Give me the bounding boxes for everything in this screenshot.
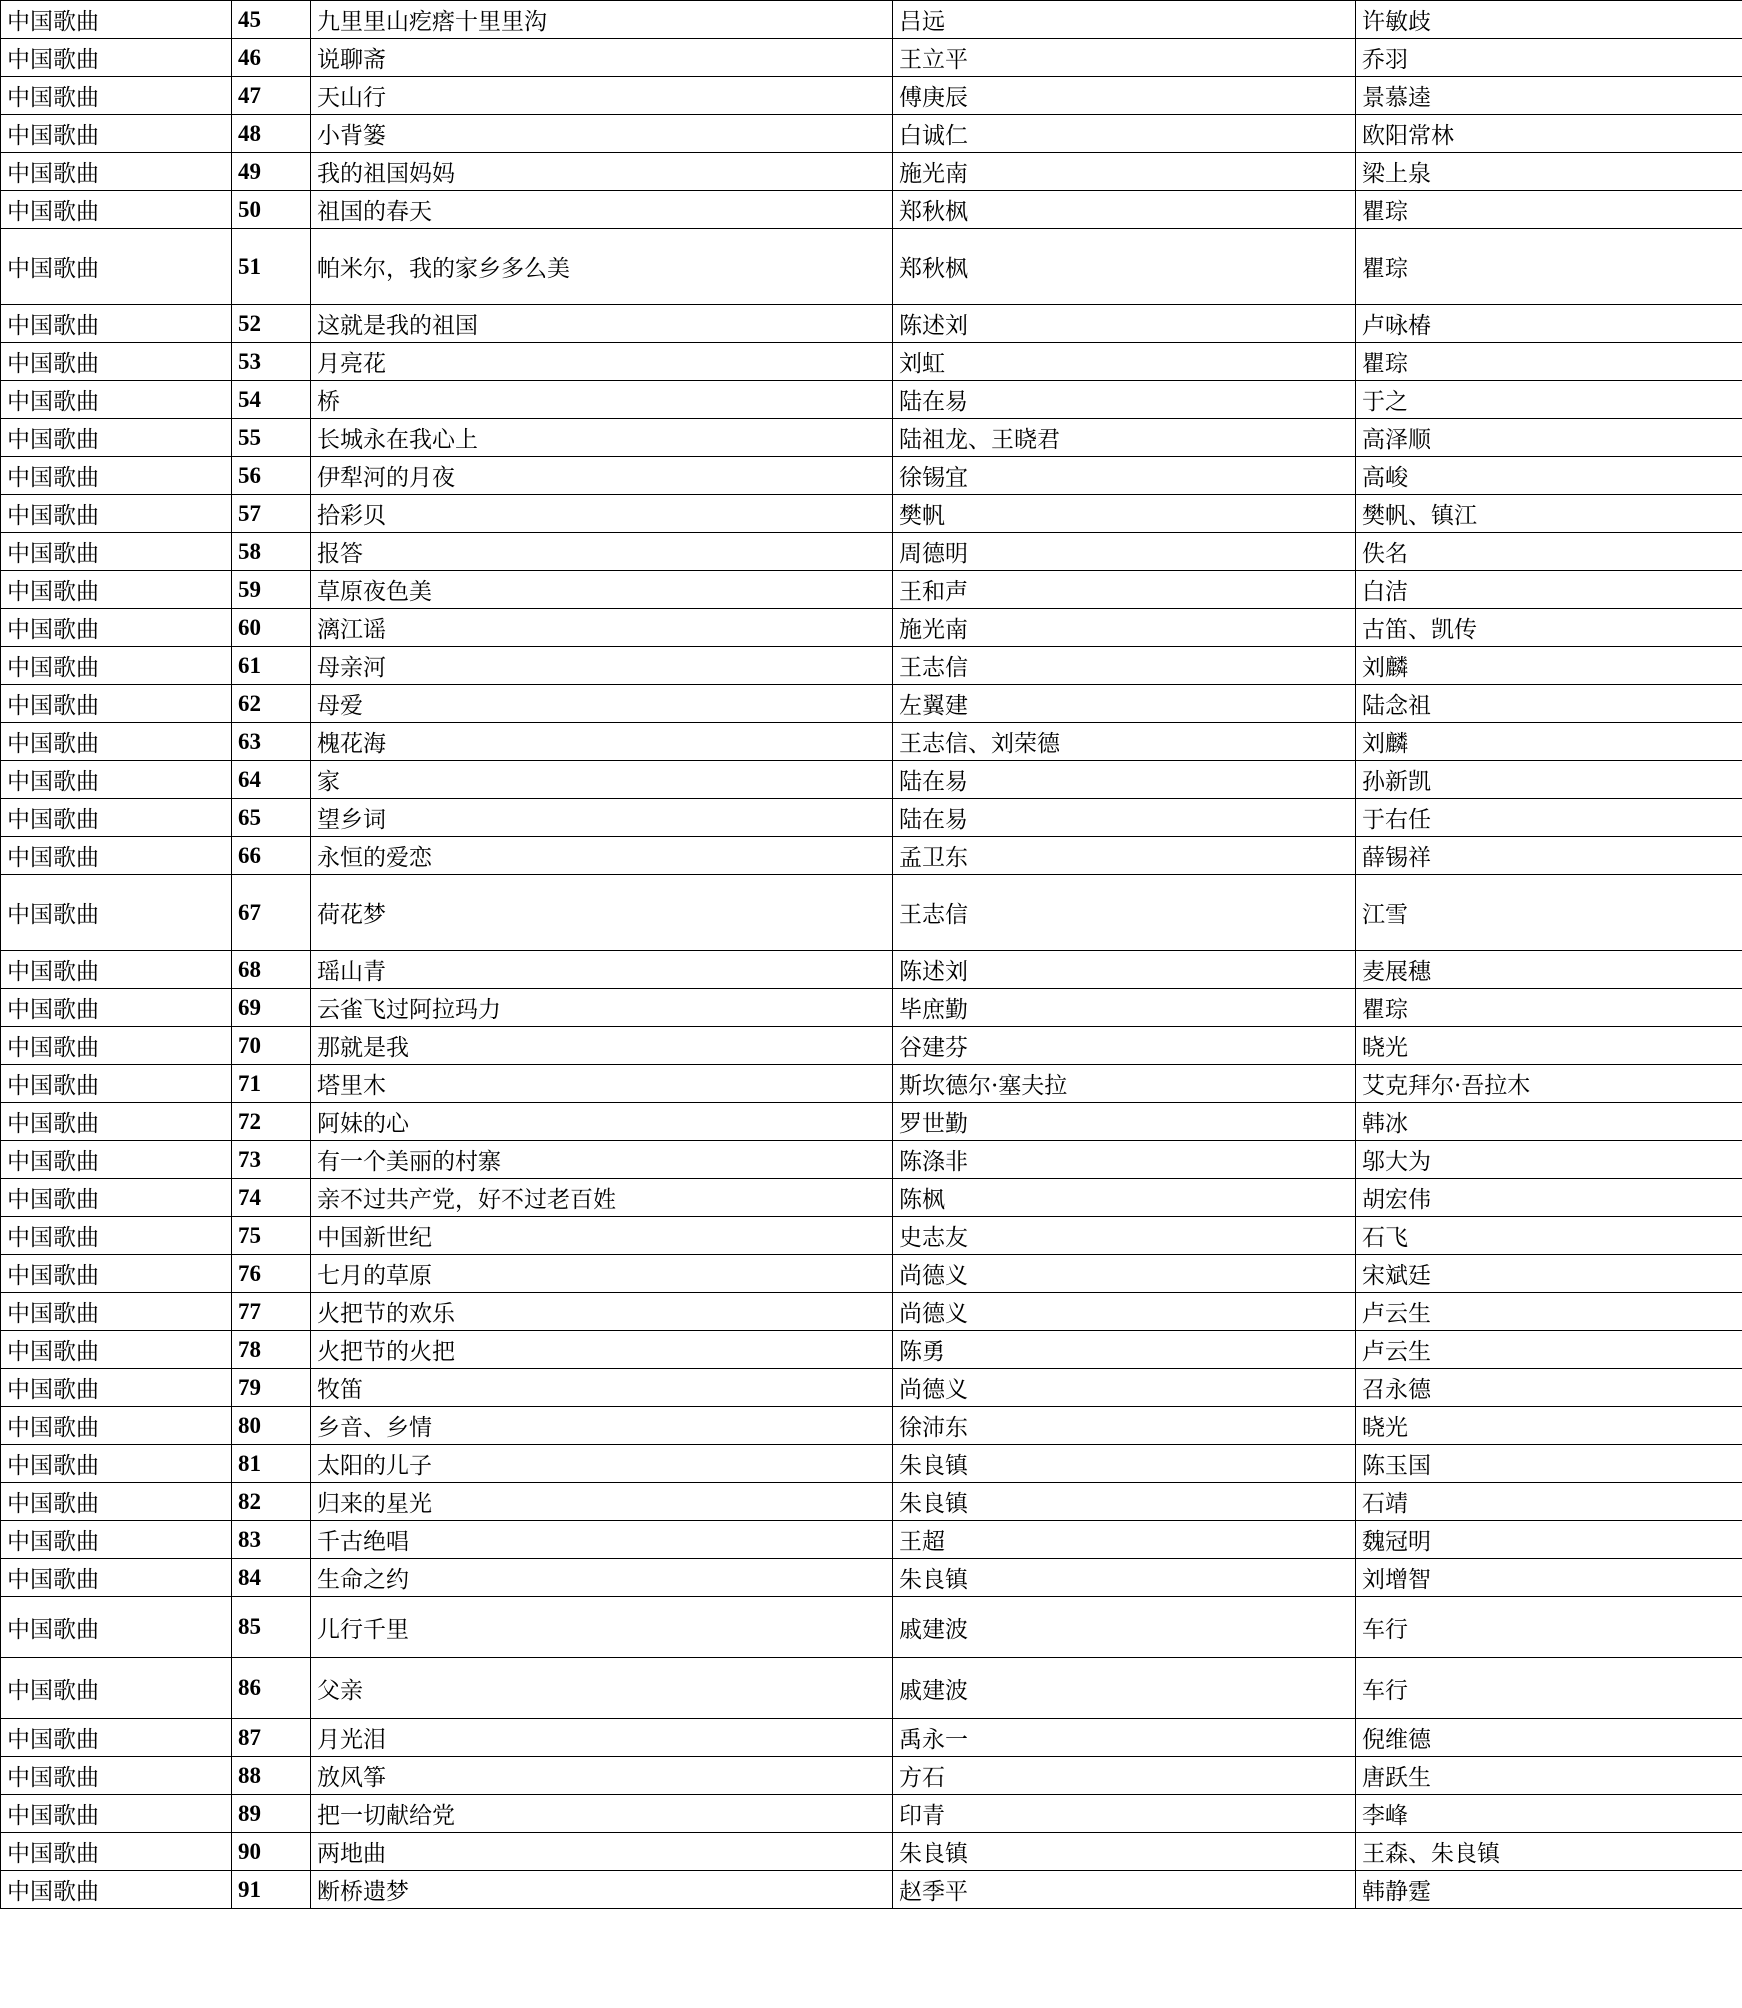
- song-title-cell: 家: [311, 761, 893, 799]
- category-cell: 中国歌曲: [1, 609, 232, 647]
- song-title-cell: 我的祖国妈妈: [311, 153, 893, 191]
- category-cell: 中国歌曲: [1, 1369, 232, 1407]
- category-cell: 中国歌曲: [1, 1, 232, 39]
- composer-cell: 薛锡祥: [1356, 837, 1742, 875]
- category-cell: 中国歌曲: [1, 1521, 232, 1559]
- lyricist-cell: 周德明: [893, 533, 1356, 571]
- song-title-cell: 那就是我: [311, 1027, 893, 1065]
- song-number-cell: 67: [232, 875, 311, 951]
- lyricist-cell: 朱良镇: [893, 1559, 1356, 1597]
- lyricist-cell: 王志信: [893, 875, 1356, 951]
- song-number-cell: 72: [232, 1103, 311, 1141]
- song-title-cell: 祖国的春天: [311, 191, 893, 229]
- composer-cell: 刘麟: [1356, 647, 1742, 685]
- song-title-cell: 云雀飞过阿拉玛力: [311, 989, 893, 1027]
- song-title-cell: 母爱: [311, 685, 893, 723]
- table-row: [1, 799, 1742, 837]
- category-cell: 中国歌曲: [1, 39, 232, 77]
- table-row: [1, 229, 1742, 305]
- song-title-cell: 拾彩贝: [311, 495, 893, 533]
- composer-cell: 麦展穗: [1356, 951, 1742, 989]
- category-cell: 中国歌曲: [1, 1597, 232, 1658]
- table-row: [1, 571, 1742, 609]
- table-row: [1, 495, 1742, 533]
- lyricist-cell: 傅庚辰: [893, 77, 1356, 115]
- lyricist-cell: 陈枫: [893, 1179, 1356, 1217]
- song-number-cell: 75: [232, 1217, 311, 1255]
- category-cell: 中国歌曲: [1, 1331, 232, 1369]
- composer-cell: 韩冰: [1356, 1103, 1742, 1141]
- composer-cell: 欧阳常林: [1356, 115, 1742, 153]
- table-row: [1, 1103, 1742, 1141]
- category-cell: 中国歌曲: [1, 951, 232, 989]
- lyricist-cell: 王立平: [893, 39, 1356, 77]
- song-title-cell: 天山行: [311, 77, 893, 115]
- song-number-cell: 90: [232, 1833, 311, 1871]
- composer-cell: 胡宏伟: [1356, 1179, 1742, 1217]
- composer-cell: 孙新凯: [1356, 761, 1742, 799]
- song-number-cell: 49: [232, 153, 311, 191]
- song-title-cell: 火把节的火把: [311, 1331, 893, 1369]
- table-row: [1, 1833, 1742, 1871]
- song-number-cell: 87: [232, 1719, 311, 1757]
- table-row: [1, 1331, 1742, 1369]
- song-title-cell: 火把节的欢乐: [311, 1293, 893, 1331]
- table-row: [1, 1445, 1742, 1483]
- song-number-cell: 59: [232, 571, 311, 609]
- lyricist-cell: 陈述刘: [893, 305, 1356, 343]
- category-cell: 中国歌曲: [1, 1833, 232, 1871]
- lyricist-cell: 尚德义: [893, 1293, 1356, 1331]
- song-number-cell: 58: [232, 533, 311, 571]
- composer-cell: 卢云生: [1356, 1331, 1742, 1369]
- lyricist-cell: 樊帆: [893, 495, 1356, 533]
- song-number-cell: 91: [232, 1871, 311, 1909]
- table-row: [1, 191, 1742, 229]
- composer-cell: 李峰: [1356, 1795, 1742, 1833]
- composer-cell: 樊帆、镇江: [1356, 495, 1742, 533]
- table-row: [1, 723, 1742, 761]
- lyricist-cell: 王志信: [893, 647, 1356, 685]
- lyricist-cell: 禹永一: [893, 1719, 1356, 1757]
- song-number-cell: 60: [232, 609, 311, 647]
- composer-cell: 古笛、凯传: [1356, 609, 1742, 647]
- category-cell: 中国歌曲: [1, 1217, 232, 1255]
- category-cell: 中国歌曲: [1, 837, 232, 875]
- category-cell: 中国歌曲: [1, 723, 232, 761]
- composer-cell: 江雪: [1356, 875, 1742, 951]
- song-number-cell: 76: [232, 1255, 311, 1293]
- table-row: [1, 1658, 1742, 1719]
- composer-cell: 刘麟: [1356, 723, 1742, 761]
- category-cell: 中国歌曲: [1, 191, 232, 229]
- composer-cell: 许敏歧: [1356, 1, 1742, 39]
- song-number-cell: 70: [232, 1027, 311, 1065]
- table-row: [1, 875, 1742, 951]
- song-number-cell: 68: [232, 951, 311, 989]
- table-row: [1, 533, 1742, 571]
- table-row: [1, 1, 1742, 39]
- lyricist-cell: 左翼建: [893, 685, 1356, 723]
- song-number-cell: 53: [232, 343, 311, 381]
- song-number-cell: 65: [232, 799, 311, 837]
- lyricist-cell: 王超: [893, 1521, 1356, 1559]
- category-cell: 中国歌曲: [1, 1483, 232, 1521]
- song-number-cell: 88: [232, 1757, 311, 1795]
- song-number-cell: 78: [232, 1331, 311, 1369]
- composer-cell: 瞿琮: [1356, 229, 1742, 305]
- table-row: [1, 153, 1742, 191]
- song-number-cell: 77: [232, 1293, 311, 1331]
- song-title-cell: 有一个美丽的村寨: [311, 1141, 893, 1179]
- lyricist-cell: 戚建波: [893, 1658, 1356, 1719]
- table-row: [1, 1795, 1742, 1833]
- lyricist-cell: 白诚仁: [893, 115, 1356, 153]
- table-row: [1, 1871, 1742, 1909]
- category-cell: 中国歌曲: [1, 153, 232, 191]
- song-title-cell: 中国新世纪: [311, 1217, 893, 1255]
- song-title-cell: 牧笛: [311, 1369, 893, 1407]
- category-cell: 中国歌曲: [1, 1407, 232, 1445]
- song-number-cell: 54: [232, 381, 311, 419]
- lyricist-cell: 陆在易: [893, 799, 1356, 837]
- lyricist-cell: 陆在易: [893, 761, 1356, 799]
- category-cell: 中国歌曲: [1, 77, 232, 115]
- song-title-cell: 儿行千里: [311, 1597, 893, 1658]
- lyricist-cell: 郑秋枫: [893, 229, 1356, 305]
- category-cell: 中国歌曲: [1, 305, 232, 343]
- table-row: [1, 1559, 1742, 1597]
- lyricist-cell: 尚德义: [893, 1369, 1356, 1407]
- lyricist-cell: 戚建波: [893, 1597, 1356, 1658]
- lyricist-cell: 赵季平: [893, 1871, 1356, 1909]
- composer-cell: 石靖: [1356, 1483, 1742, 1521]
- composer-cell: 车行: [1356, 1658, 1742, 1719]
- song-title-cell: 瑶山青: [311, 951, 893, 989]
- category-cell: 中国歌曲: [1, 761, 232, 799]
- category-cell: 中国歌曲: [1, 1757, 232, 1795]
- lyricist-cell: 刘虹: [893, 343, 1356, 381]
- song-number-cell: 80: [232, 1407, 311, 1445]
- category-cell: 中国歌曲: [1, 1255, 232, 1293]
- song-title-cell: 母亲河: [311, 647, 893, 685]
- song-number-cell: 69: [232, 989, 311, 1027]
- song-title-cell: 望乡词: [311, 799, 893, 837]
- lyricist-cell: 郑秋枫: [893, 191, 1356, 229]
- table-row: [1, 1179, 1742, 1217]
- category-cell: 中国歌曲: [1, 419, 232, 457]
- category-cell: 中国歌曲: [1, 875, 232, 951]
- composer-cell: 韩静霆: [1356, 1871, 1742, 1909]
- song-title-cell: 伊犁河的月夜: [311, 457, 893, 495]
- song-number-cell: 50: [232, 191, 311, 229]
- song-number-cell: 57: [232, 495, 311, 533]
- table-row: [1, 685, 1742, 723]
- song-number-cell: 82: [232, 1483, 311, 1521]
- lyricist-cell: 陆祖龙、王晓君: [893, 419, 1356, 457]
- lyricist-cell: 陈述刘: [893, 951, 1356, 989]
- composer-cell: 晓光: [1356, 1407, 1742, 1445]
- song-title-cell: 太阳的儿子: [311, 1445, 893, 1483]
- song-title-cell: 报答: [311, 533, 893, 571]
- song-title-cell: 说聊斋: [311, 39, 893, 77]
- table-row: [1, 837, 1742, 875]
- category-cell: 中国歌曲: [1, 989, 232, 1027]
- table-row: [1, 1521, 1742, 1559]
- table-row: [1, 1369, 1742, 1407]
- composer-cell: 高峻: [1356, 457, 1742, 495]
- table-row: [1, 1217, 1742, 1255]
- composer-cell: 石飞: [1356, 1217, 1742, 1255]
- table-row: [1, 39, 1742, 77]
- composer-cell: 于之: [1356, 381, 1742, 419]
- lyricist-cell: 斯坎德尔·塞夫拉: [893, 1065, 1356, 1103]
- song-table-body: [1, 1, 1742, 1909]
- composer-cell: 佚名: [1356, 533, 1742, 571]
- table-row: [1, 1719, 1742, 1757]
- table-row: [1, 761, 1742, 799]
- song-number-cell: 71: [232, 1065, 311, 1103]
- composer-cell: 召永德: [1356, 1369, 1742, 1407]
- category-cell: 中国歌曲: [1, 115, 232, 153]
- table-row: [1, 1141, 1742, 1179]
- lyricist-cell: 陈勇: [893, 1331, 1356, 1369]
- category-cell: 中国歌曲: [1, 1658, 232, 1719]
- song-title-cell: 这就是我的祖国: [311, 305, 893, 343]
- composer-cell: 刘增智: [1356, 1559, 1742, 1597]
- category-cell: 中国歌曲: [1, 1559, 232, 1597]
- lyricist-cell: 朱良镇: [893, 1445, 1356, 1483]
- composer-cell: 高泽顺: [1356, 419, 1742, 457]
- song-title-cell: 生命之约: [311, 1559, 893, 1597]
- song-number-cell: 45: [232, 1, 311, 39]
- song-number-cell: 64: [232, 761, 311, 799]
- table-row: [1, 609, 1742, 647]
- song-number-cell: 47: [232, 77, 311, 115]
- composer-cell: 陈玉国: [1356, 1445, 1742, 1483]
- table-row: [1, 1255, 1742, 1293]
- song-title-cell: 小背篓: [311, 115, 893, 153]
- composer-cell: 瞿琮: [1356, 191, 1742, 229]
- song-title-cell: 桥: [311, 381, 893, 419]
- song-number-cell: 86: [232, 1658, 311, 1719]
- table-row: [1, 1407, 1742, 1445]
- song-title-cell: 千古绝唱: [311, 1521, 893, 1559]
- category-cell: 中国歌曲: [1, 647, 232, 685]
- category-cell: 中国歌曲: [1, 381, 232, 419]
- song-title-cell: 断桥遗梦: [311, 1871, 893, 1909]
- table-row: [1, 381, 1742, 419]
- song-title-cell: 月光泪: [311, 1719, 893, 1757]
- song-title-cell: 乡音、乡情: [311, 1407, 893, 1445]
- song-number-cell: 73: [232, 1141, 311, 1179]
- lyricist-cell: 施光南: [893, 153, 1356, 191]
- composer-cell: 车行: [1356, 1597, 1742, 1658]
- song-number-cell: 89: [232, 1795, 311, 1833]
- lyricist-cell: 谷建芬: [893, 1027, 1356, 1065]
- category-cell: 中国歌曲: [1, 533, 232, 571]
- table-row: [1, 647, 1742, 685]
- category-cell: 中国歌曲: [1, 799, 232, 837]
- song-title-cell: 月亮花: [311, 343, 893, 381]
- song-title-cell: 两地曲: [311, 1833, 893, 1871]
- song-title-cell: 永恒的爱恋: [311, 837, 893, 875]
- song-title-cell: 放风筝: [311, 1757, 893, 1795]
- composer-cell: 宋斌廷: [1356, 1255, 1742, 1293]
- song-number-cell: 81: [232, 1445, 311, 1483]
- category-cell: 中国歌曲: [1, 571, 232, 609]
- song-number-cell: 66: [232, 837, 311, 875]
- composer-cell: 艾克拜尔·吾拉木: [1356, 1065, 1742, 1103]
- category-cell: 中国歌曲: [1, 1293, 232, 1331]
- lyricist-cell: 王志信、刘荣德: [893, 723, 1356, 761]
- lyricist-cell: 朱良镇: [893, 1483, 1356, 1521]
- table-row: [1, 1065, 1742, 1103]
- song-number-cell: 56: [232, 457, 311, 495]
- song-title-cell: 荷花梦: [311, 875, 893, 951]
- composer-cell: 乔羽: [1356, 39, 1742, 77]
- table-row: [1, 989, 1742, 1027]
- table-row: [1, 419, 1742, 457]
- table-row: [1, 1483, 1742, 1521]
- category-cell: 中国歌曲: [1, 1065, 232, 1103]
- category-cell: 中国歌曲: [1, 495, 232, 533]
- song-number-cell: 51: [232, 229, 311, 305]
- song-title-cell: 阿妹的心: [311, 1103, 893, 1141]
- composer-cell: 魏冠明: [1356, 1521, 1742, 1559]
- song-number-cell: 48: [232, 115, 311, 153]
- composer-cell: 白洁: [1356, 571, 1742, 609]
- song-number-cell: 62: [232, 685, 311, 723]
- song-title-cell: 帕米尔，我的家乡多么美: [311, 229, 893, 305]
- category-cell: 中国歌曲: [1, 1103, 232, 1141]
- song-title-cell: 九里里山疙瘩十里里沟: [311, 1, 893, 39]
- song-number-cell: 74: [232, 1179, 311, 1217]
- category-cell: 中国歌曲: [1, 457, 232, 495]
- lyricist-cell: 徐锡宜: [893, 457, 1356, 495]
- lyricist-cell: 施光南: [893, 609, 1356, 647]
- table-row: [1, 305, 1742, 343]
- category-cell: 中国歌曲: [1, 1871, 232, 1909]
- song-title-cell: 七月的草原: [311, 1255, 893, 1293]
- category-cell: 中国歌曲: [1, 1795, 232, 1833]
- composer-cell: 卢咏椿: [1356, 305, 1742, 343]
- composer-cell: 邬大为: [1356, 1141, 1742, 1179]
- table-row: [1, 1597, 1742, 1658]
- song-number-cell: 52: [232, 305, 311, 343]
- category-cell: 中国歌曲: [1, 685, 232, 723]
- composer-cell: 景慕逵: [1356, 77, 1742, 115]
- lyricist-cell: 朱良镇: [893, 1833, 1356, 1871]
- song-title-cell: 槐花海: [311, 723, 893, 761]
- composer-cell: 于右任: [1356, 799, 1742, 837]
- song-number-cell: 63: [232, 723, 311, 761]
- song-title-cell: 父亲: [311, 1658, 893, 1719]
- lyricist-cell: 印青: [893, 1795, 1356, 1833]
- song-number-cell: 46: [232, 39, 311, 77]
- song-number-cell: 85: [232, 1597, 311, 1658]
- song-number-cell: 84: [232, 1559, 311, 1597]
- composer-cell: 梁上泉: [1356, 153, 1742, 191]
- song-title-cell: 归来的星光: [311, 1483, 893, 1521]
- composer-cell: 瞿琮: [1356, 989, 1742, 1027]
- lyricist-cell: 徐沛东: [893, 1407, 1356, 1445]
- composer-cell: 王森、朱良镇: [1356, 1833, 1742, 1871]
- lyricist-cell: 陆在易: [893, 381, 1356, 419]
- category-cell: 中国歌曲: [1, 343, 232, 381]
- table-row: [1, 457, 1742, 495]
- composer-cell: 倪维德: [1356, 1719, 1742, 1757]
- composer-cell: 陆念祖: [1356, 685, 1742, 723]
- composer-cell: 瞿琮: [1356, 343, 1742, 381]
- song-number-cell: 61: [232, 647, 311, 685]
- category-cell: 中国歌曲: [1, 1027, 232, 1065]
- table-row: [1, 1757, 1742, 1795]
- table-row: [1, 115, 1742, 153]
- song-title-cell: 漓江谣: [311, 609, 893, 647]
- lyricist-cell: 尚德义: [893, 1255, 1356, 1293]
- table-row: [1, 1293, 1742, 1331]
- category-cell: 中国歌曲: [1, 1719, 232, 1757]
- lyricist-cell: 陈涤非: [893, 1141, 1356, 1179]
- lyricist-cell: 孟卫东: [893, 837, 1356, 875]
- lyricist-cell: 罗世勤: [893, 1103, 1356, 1141]
- lyricist-cell: 史志友: [893, 1217, 1356, 1255]
- song-title-cell: 把一切献给党: [311, 1795, 893, 1833]
- composer-cell: 唐跃生: [1356, 1757, 1742, 1795]
- song-title-cell: 亲不过共产党，好不过老百姓: [311, 1179, 893, 1217]
- lyricist-cell: 王和声: [893, 571, 1356, 609]
- song-number-cell: 79: [232, 1369, 311, 1407]
- category-cell: 中国歌曲: [1, 1179, 232, 1217]
- category-cell: 中国歌曲: [1, 1445, 232, 1483]
- lyricist-cell: 方石: [893, 1757, 1356, 1795]
- table-row: [1, 77, 1742, 115]
- song-title-cell: 长城永在我心上: [311, 419, 893, 457]
- category-cell: 中国歌曲: [1, 1141, 232, 1179]
- composer-cell: 卢云生: [1356, 1293, 1742, 1331]
- lyricist-cell: 吕远: [893, 1, 1356, 39]
- lyricist-cell: 毕庶勤: [893, 989, 1356, 1027]
- song-title-cell: 塔里木: [311, 1065, 893, 1103]
- table-row: [1, 1027, 1742, 1065]
- category-cell: 中国歌曲: [1, 229, 232, 305]
- song-number-cell: 55: [232, 419, 311, 457]
- song-number-cell: 83: [232, 1521, 311, 1559]
- song-title-cell: 草原夜色美: [311, 571, 893, 609]
- table-row: [1, 343, 1742, 381]
- composer-cell: 晓光: [1356, 1027, 1742, 1065]
- table-row: [1, 951, 1742, 989]
